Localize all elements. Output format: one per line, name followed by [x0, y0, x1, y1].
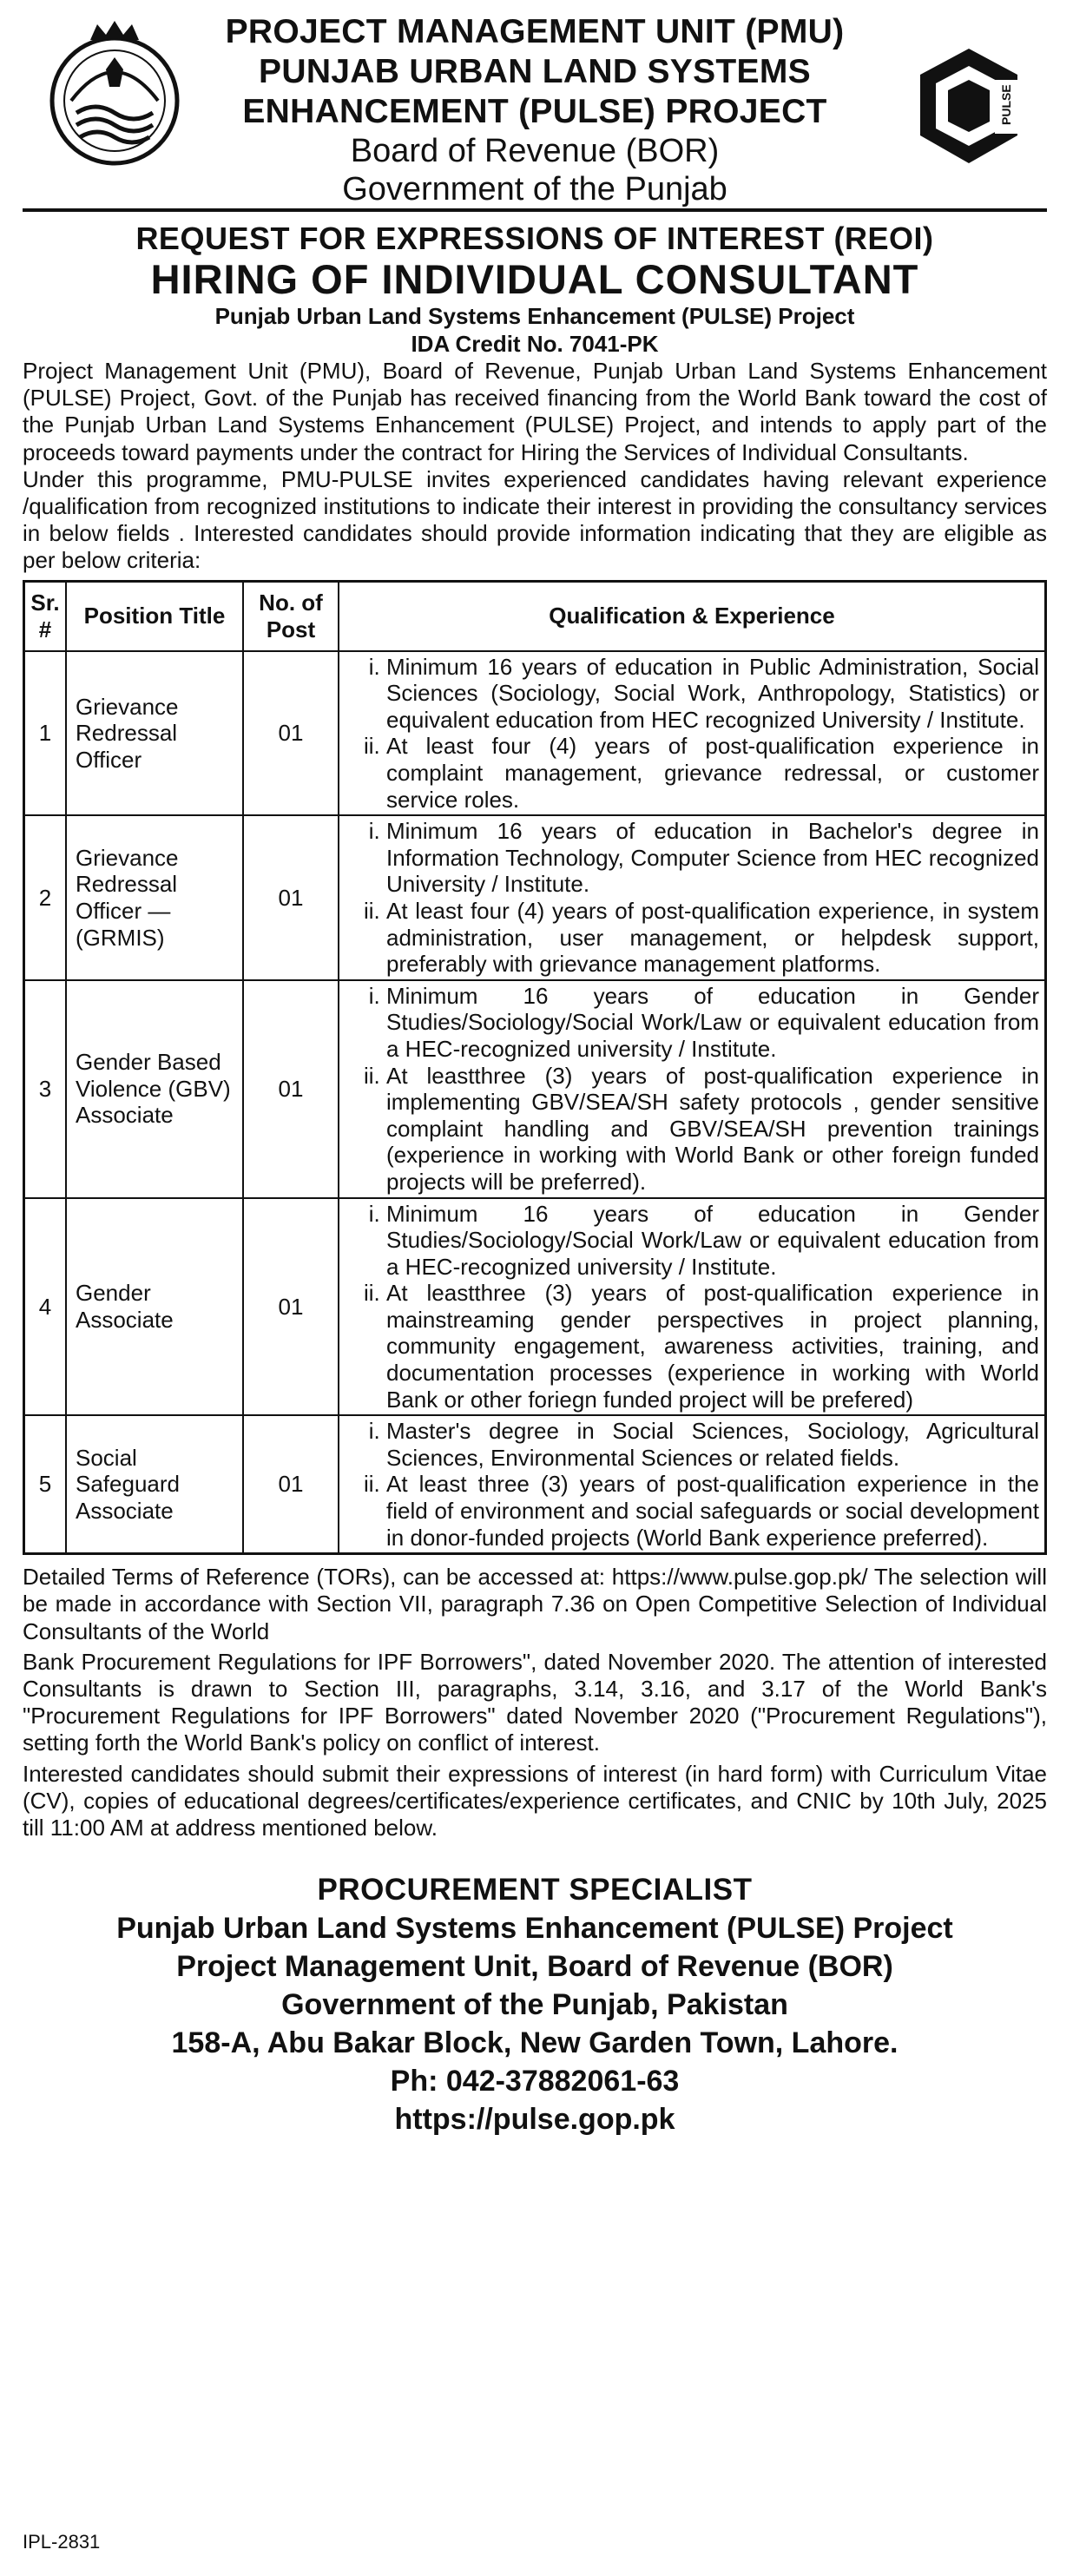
row-qualification: [339, 980, 1046, 1198]
row-posts: 01: [243, 1415, 339, 1553]
terms-paragraph-2: Bank Procurement Regulations for IPF Borrowers", dated November 2020. The attention of interested Consultants is drawn to Section III, paragraphs, 3.14, 3.16, and 3.17 of the World Bank's "Procurement Regulations for IPF Borrowers" dated November 2020 ("Procurement Regulations"), setting forth the World Bank's policy on conflict of interest.: [23, 1648, 1047, 1756]
table-header-row: [24, 581, 1046, 651]
header-line-2: PUNJAB URBAN LAND SYSTEMS: [259, 53, 811, 90]
pulse-logo-icon: [913, 45, 1024, 167]
qualification-point: i. Minimum 16 years of education in Gender Studies/Sociology/Social Work/Law or equivalent education from a HEC-recognized university / Institute.: [386, 983, 1039, 1063]
qualification-point: ii. At leastthree (3) years of post-qualification experience in implementing GBV/SEA/SH safety protocols , gender sensitive complaint handling and GBV/SEA/SH prevention trainings (experience in working with World Bank or other foreign funded projects will be preferred).: [386, 1063, 1039, 1196]
row-position: Gender Associate: [66, 1198, 243, 1416]
row-position: Social Safeguard Associate: [66, 1415, 243, 1553]
row-sr: 5: [24, 1415, 67, 1553]
submission-paragraph: Interested candidates should submit their expressions of interest (in hard form) with Curriculum Vitae (CV), copies of educational degrees/certificates/experience certificates, and CNIC by 10th July, 2025 till 11:00 AM at address mentioned below.: [23, 1760, 1047, 1841]
pulse-logo-text: PULSE: [999, 84, 1013, 125]
row-sr: 4: [24, 1198, 67, 1416]
header-line-5: Government of the Punjab: [342, 171, 727, 208]
row-position: Grievance Redressal Officer — (GRMIS): [66, 815, 243, 980]
contact-line-2: Project Management Unit, Board of Revenue (BOR): [176, 1950, 893, 1984]
row-sr: 2: [24, 815, 67, 980]
row-qualification: [339, 1415, 1046, 1553]
header-position: Position Title: [66, 581, 243, 651]
row-position: Grievance Redressal Officer: [66, 651, 243, 816]
header-line-4: Board of Revenue (BOR): [350, 133, 720, 169]
table-row: [24, 1198, 1046, 1416]
ad-reference: IPL-2831: [23, 2531, 101, 2553]
contact-line-1: Punjab Urban Land Systems Enhancement (PULSE) Project: [116, 1912, 953, 1946]
terms-section: [23, 1564, 1047, 1841]
table-row: [24, 1415, 1046, 1553]
qualification-point: ii. At leastthree (3) years of post-qualification experience in mainstreaming gender perspectives in project planning, community engagement, awareness activities, training, and documentation processes (experience in working with World Bank or other foriegn funded project will be prefered): [386, 1280, 1039, 1413]
qualification-point: ii. At least four (4) years of post-qualification experience in complaint management, grievance redressal, or customer service roles.: [386, 733, 1039, 813]
header-sr: Sr. #: [24, 581, 67, 651]
contact-phone: Ph: 042-37882061-63: [390, 2065, 680, 2098]
punjab-seal-icon: [45, 17, 184, 172]
qualification-point: ii. At least three (3) years of post-qualification experience in the field of environment and social safeguards or social development in donor-funded projects (World Bank experience preferred).: [386, 1471, 1039, 1551]
header-posts: No. of Post: [243, 581, 339, 651]
row-position: Gender Based Violence (GBV) Associate: [66, 980, 243, 1198]
table-row: [24, 815, 1046, 980]
header-divider: [23, 208, 1047, 212]
qualification-point: i. Master's degree in Social Sciences, Sociology, Agricultural Sciences, Environmental Sciences or related fields.: [386, 1418, 1039, 1471]
row-qualification: [339, 815, 1046, 980]
contact-address: 158-A, Abu Bakar Block, New Garden Town, Lahore.: [171, 2026, 899, 2060]
header-qualification: Qualification & Experience: [339, 581, 1046, 651]
table-row: [24, 980, 1046, 1198]
contact-website[interactable]: https://pulse.gop.pk: [394, 2103, 675, 2137]
intro-paragraph-1: Project Management Unit (PMU), Board of Revenue, Punjab Urban Land Systems Enhancement (PULSE) Project, Govt. of the Punjab has received financing from the World Bank toward the cost of the Punjab Urban Land Systems Enhancement (PULSE) Project, and intends to apply part of the proceeds toward payments under the contract for Hiring the Services of Individual Consultants.: [23, 358, 1047, 465]
header: [23, 0, 1047, 208]
credit-number: IDA Credit No. 7041-PK: [411, 331, 659, 357]
hiring-heading: HIRING OF INDIVIDUAL CONSULTANT: [150, 256, 919, 302]
row-posts: 01: [243, 815, 339, 980]
row-sr: 3: [24, 980, 67, 1198]
project-name: Punjab Urban Land Systems Enhancement (PULSE) Project: [214, 303, 855, 329]
qualification-point: i. Minimum 16 years of education in Gender Studies/Sociology/Social Work/Law or equivalent education from a HEC-recognized university / Institute.: [386, 1201, 1039, 1281]
row-sr: 1: [24, 651, 67, 816]
contact-line-3: Government of the Punjab, Pakistan: [281, 1988, 788, 2022]
table-row: [24, 651, 1046, 816]
header-line-1: PROJECT MANAGEMENT UNIT (PMU): [225, 13, 845, 50]
contact-block: [23, 1871, 1047, 2138]
qualification-point: i. Minimum 16 years of education in Public Administration, Social Sciences (Sociology, Social Work, Anthropology, Statistics) or equivalent education from HEC recognized University / Institute.: [386, 654, 1039, 734]
contact-title: PROCUREMENT SPECIALIST: [317, 1873, 753, 1907]
row-posts: 01: [243, 651, 339, 816]
header-line-3: ENHANCEMENT (PULSE) PROJECT: [242, 93, 827, 130]
qualification-point: ii. At least four (4) years of post-qualification experience, in system administration, user management, or helpdesk support, preferably with grievance management platforms.: [386, 898, 1039, 978]
reoi-heading: REQUEST FOR EXPRESSIONS OF INTEREST (REOI): [135, 221, 934, 256]
row-qualification: [339, 651, 1046, 816]
intro-paragraph-2: Under this programme, PMU-PULSE invites experienced candidates having relevant experience /qualification from recognized institutions to indicate their interest in providing the consultancy services in below fields . Interested candidates should provide information indicating that they are eligible as per below criteria:: [23, 465, 1047, 574]
qualification-point: i. Minimum 16 years of education in Bachelor's degree in Information Technology, Computer Science from HEC recognized University / Institute.: [386, 818, 1039, 898]
row-posts: 01: [243, 980, 339, 1198]
terms-paragraph-1: Detailed Terms of Reference (TORs), can be accessed at: https://www.pulse.gop.pk/ The selection will be made in accordance with Section VII, paragraph 7.36 on Open Competitive Selection of Individual Consultants of the World: [23, 1564, 1047, 1644]
row-posts: 01: [243, 1198, 339, 1416]
row-qualification: [339, 1198, 1046, 1416]
positions-table: [23, 580, 1047, 1556]
